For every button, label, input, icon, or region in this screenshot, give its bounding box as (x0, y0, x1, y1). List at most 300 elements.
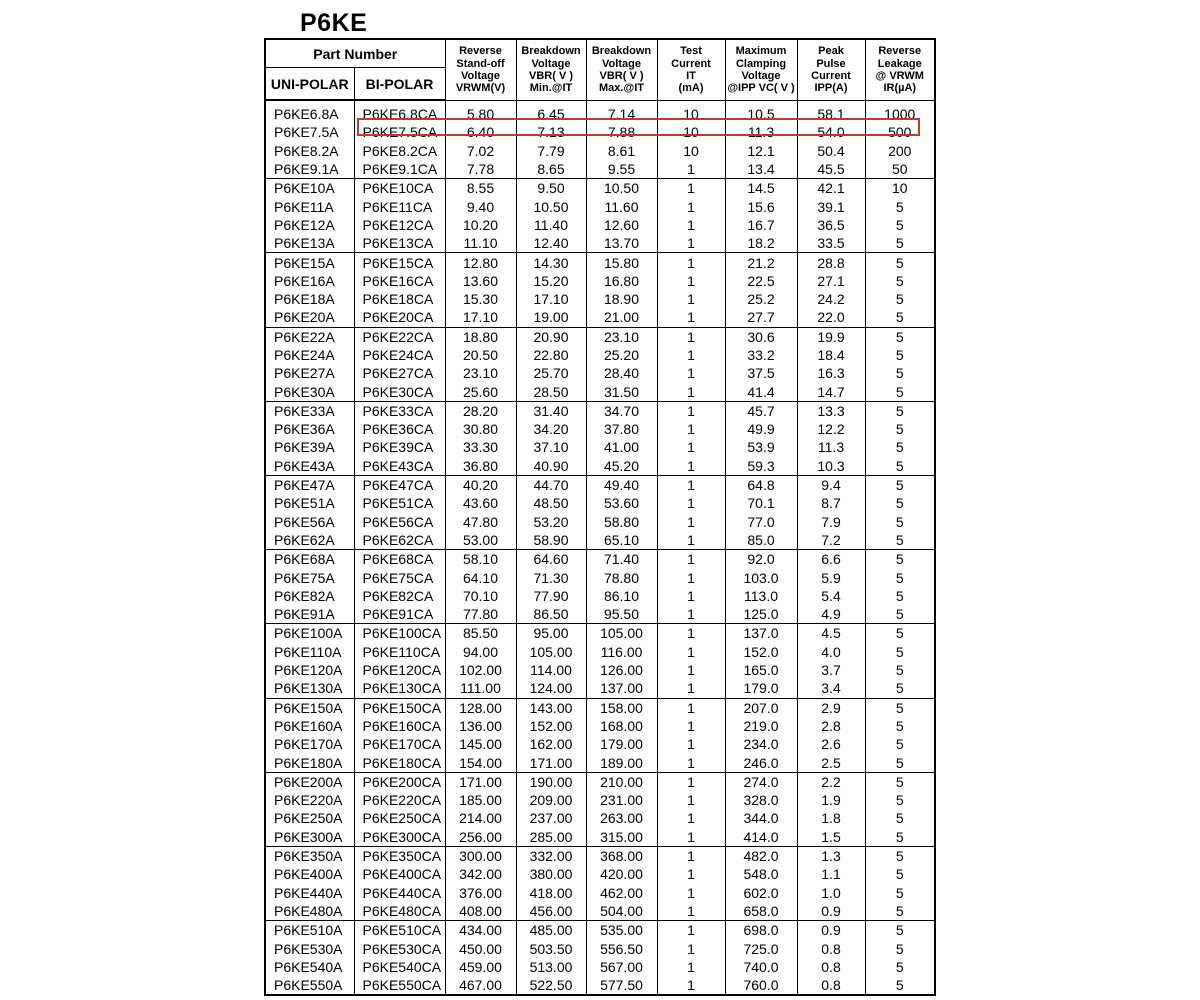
vrwm-cell: 94.00 (445, 643, 516, 661)
table-row (265, 679, 935, 698)
bi-polar-cell: P6KE20CA (354, 308, 445, 327)
vbr-max-cell: 49.40 (586, 475, 657, 494)
vbr-min-cell: 237.00 (516, 809, 586, 827)
table-row (265, 717, 935, 735)
table-row (265, 791, 935, 809)
table-header (265, 39, 935, 100)
test-current-cell: 1 (657, 382, 725, 401)
vbr-min-cell: 105.00 (516, 643, 586, 661)
vbr-max-cell: 137.00 (586, 679, 657, 698)
clamping-voltage-cell: 207.0 (725, 698, 797, 717)
vrwm-header: Reverse Stand-off Voltage VRWM(V) (445, 39, 516, 100)
table-row (265, 772, 935, 791)
test-current-cell: 1 (657, 939, 725, 957)
test-current-cell: 10 (657, 123, 725, 141)
vrwm-cell: 11.10 (445, 234, 516, 253)
vbr-max-cell: 504.00 (586, 902, 657, 921)
reverse-leakage-cell: 5 (865, 846, 935, 865)
vbr-min-cell: 503.50 (516, 939, 586, 957)
clamping-voltage-cell: 698.0 (725, 921, 797, 940)
test-current-cell: 1 (657, 735, 725, 753)
bi-polar-cell: P6KE56CA (354, 513, 445, 531)
test-current-cell: 1 (657, 753, 725, 772)
reverse-leakage-cell: 10 (865, 179, 935, 198)
bi-polar-cell: P6KE130CA (354, 679, 445, 698)
vbr-min-cell: 8.65 (516, 160, 586, 179)
test-current-cell: 1 (657, 921, 725, 940)
vrwm-cell: 185.00 (445, 791, 516, 809)
reverse-leakage-cell: 5 (865, 438, 935, 456)
test-current-cell: 1 (657, 698, 725, 717)
test-current-cell: 1 (657, 179, 725, 198)
uni-polar-cell: P6KE62A (265, 531, 354, 550)
peak-pulse-current-cell: 2.2 (797, 772, 865, 791)
reverse-leakage-cell: 5 (865, 661, 935, 679)
vbr-max-cell: 420.00 (586, 865, 657, 883)
table-row (265, 438, 935, 456)
peak-pulse-current-cell: 1.1 (797, 865, 865, 883)
clamping-voltage-cell: 113.0 (725, 587, 797, 605)
vrwm-cell: 111.00 (445, 679, 516, 698)
bi-polar-cell: P6KE550CA (354, 976, 445, 995)
uni-polar-cell: P6KE13A (265, 234, 354, 253)
bi-polar-cell: P6KE160CA (354, 717, 445, 735)
peak-pulse-current-cell: 1.3 (797, 846, 865, 865)
test-current-cell: 1 (657, 401, 725, 420)
reverse-leakage-cell: 5 (865, 550, 935, 569)
vrwm-cell: 25.60 (445, 382, 516, 401)
clamping-voltage-cell: 740.0 (725, 958, 797, 976)
vbr-max-cell: 95.50 (586, 605, 657, 624)
vrwm-cell: 77.80 (445, 605, 516, 624)
reverse-leakage-cell: 50 (865, 160, 935, 179)
test-current-cell: 1 (657, 327, 725, 346)
test-current-cell: 1 (657, 828, 725, 847)
uni-polar-cell: P6KE130A (265, 679, 354, 698)
peak-pulse-current-header: Peak Pulse Current IPP(A) (797, 39, 865, 100)
vrwm-cell: 47.80 (445, 513, 516, 531)
uni-polar-cell: P6KE110A (265, 643, 354, 661)
vbr-max-cell: 13.70 (586, 234, 657, 253)
clamping-voltage-cell: 328.0 (725, 791, 797, 809)
vbr-min-cell: 44.70 (516, 475, 586, 494)
vbr-min-cell: 37.10 (516, 438, 586, 456)
clamping-voltage-cell: 53.9 (725, 438, 797, 456)
vbr-max-cell: 567.00 (586, 958, 657, 976)
vbr-min-cell: 12.40 (516, 234, 586, 253)
vbr-min-cell: 209.00 (516, 791, 586, 809)
table-row (265, 976, 935, 995)
uni-polar-cell: P6KE150A (265, 698, 354, 717)
test-current-cell: 1 (657, 717, 725, 735)
table-row (265, 846, 935, 865)
uni-polar-cell: P6KE27A (265, 364, 354, 382)
uni-polar-cell: P6KE6.8A (265, 100, 354, 123)
peak-pulse-current-cell: 2.8 (797, 717, 865, 735)
clamping-voltage-cell: 18.2 (725, 234, 797, 253)
vbr-min-cell: 20.90 (516, 327, 586, 346)
vbr-min-cell: 34.20 (516, 420, 586, 438)
peak-pulse-current-cell: 2.9 (797, 698, 865, 717)
vrwm-cell: 434.00 (445, 921, 516, 940)
bi-polar-cell: P6KE510CA (354, 921, 445, 940)
test-current-cell: 1 (657, 624, 725, 643)
test-current-cell: 1 (657, 420, 725, 438)
uni-polar-cell: P6KE43A (265, 457, 354, 476)
peak-pulse-current-cell: 45.5 (797, 160, 865, 179)
bi-polar-cell: P6KE47CA (354, 475, 445, 494)
clamping-voltage-cell: 11.3 (725, 123, 797, 141)
part-number-header: Part Number (265, 39, 445, 68)
reverse-leakage-cell: 5 (865, 346, 935, 364)
vbr-min-cell: 77.90 (516, 587, 586, 605)
test-current-cell: 1 (657, 605, 725, 624)
reverse-leakage-cell: 1000 (865, 100, 935, 123)
clamping-voltage-cell: 602.0 (725, 883, 797, 901)
uni-polar-cell: P6KE39A (265, 438, 354, 456)
vbr-max-cell: 105.00 (586, 624, 657, 643)
clamping-voltage-cell: 16.7 (725, 216, 797, 234)
vbr-max-cell: 210.00 (586, 772, 657, 791)
bi-polar-cell: P6KE200CA (354, 772, 445, 791)
peak-pulse-current-cell: 0.9 (797, 921, 865, 940)
uni-polar-cell: P6KE8.2A (265, 142, 354, 160)
table-row (265, 939, 935, 957)
vbr-min-cell: 152.00 (516, 717, 586, 735)
table-row (265, 142, 935, 160)
vbr-min-cell: 25.70 (516, 364, 586, 382)
bi-polar-cell: P6KE480CA (354, 902, 445, 921)
test-current-cell: 1 (657, 791, 725, 809)
vbr-min-cell: 114.00 (516, 661, 586, 679)
clamping-voltage-cell: 219.0 (725, 717, 797, 735)
vbr-max-cell: 71.40 (586, 550, 657, 569)
vbr-max-cell: 126.00 (586, 661, 657, 679)
reverse-leakage-cell: 5 (865, 253, 935, 272)
peak-pulse-current-cell: 0.8 (797, 976, 865, 995)
peak-pulse-current-cell: 1.9 (797, 791, 865, 809)
peak-pulse-current-cell: 58.1 (797, 100, 865, 123)
bi-polar-cell: P6KE100CA (354, 624, 445, 643)
table-row-highlighted (265, 123, 935, 141)
uni-polar-cell: P6KE16A (265, 272, 354, 290)
vbr-min-cell: 380.00 (516, 865, 586, 883)
test-current-cell: 1 (657, 475, 725, 494)
table-row (265, 234, 935, 253)
vbr-max-cell: 12.60 (586, 216, 657, 234)
vrwm-cell: 12.80 (445, 253, 516, 272)
clamping-voltage-cell: 77.0 (725, 513, 797, 531)
peak-pulse-current-cell: 19.9 (797, 327, 865, 346)
bi-polar-cell: P6KE12CA (354, 216, 445, 234)
vbr-min-cell: 53.20 (516, 513, 586, 531)
test-current-cell: 1 (657, 865, 725, 883)
test-current-cell: 1 (657, 513, 725, 531)
clamping-voltage-cell: 658.0 (725, 902, 797, 921)
reverse-leakage-cell: 5 (865, 921, 935, 940)
vrwm-cell: 6.40 (445, 123, 516, 141)
uni-polar-cell: P6KE10A (265, 179, 354, 198)
reverse-leakage-cell: 5 (865, 290, 935, 308)
reverse-leakage-cell: 5 (865, 216, 935, 234)
vbr-max-cell: 31.50 (586, 382, 657, 401)
uni-polar-cell: P6KE22A (265, 327, 354, 346)
table-row (265, 346, 935, 364)
bi-polar-cell: P6KE68CA (354, 550, 445, 569)
vrwm-cell: 145.00 (445, 735, 516, 753)
vbr-min-cell: 124.00 (516, 679, 586, 698)
vrwm-cell: 43.60 (445, 494, 516, 512)
vbr-max-cell: 86.10 (586, 587, 657, 605)
peak-pulse-current-cell: 24.2 (797, 290, 865, 308)
bi-polar-cell: P6KE30CA (354, 382, 445, 401)
uni-polar-cell: P6KE18A (265, 290, 354, 308)
uni-polar-header: UNI-POLAR (265, 68, 354, 101)
vbr-max-cell: 179.00 (586, 735, 657, 753)
vrwm-cell: 342.00 (445, 865, 516, 883)
vbr-min-cell: 162.00 (516, 735, 586, 753)
bi-polar-cell: P6KE400CA (354, 865, 445, 883)
vbr-max-cell: 535.00 (586, 921, 657, 940)
vrwm-cell: 467.00 (445, 976, 516, 995)
reverse-leakage-cell: 5 (865, 717, 935, 735)
reverse-leakage-cell: 5 (865, 234, 935, 253)
bi-polar-cell: P6KE51CA (354, 494, 445, 512)
bi-polar-cell: P6KE75CA (354, 568, 445, 586)
test-current-cell: 1 (657, 883, 725, 901)
clamping-voltage-cell: 234.0 (725, 735, 797, 753)
clamping-voltage-cell: 45.7 (725, 401, 797, 420)
vbr-min-cell: 456.00 (516, 902, 586, 921)
reverse-leakage-cell: 5 (865, 753, 935, 772)
bi-polar-cell: P6KE16CA (354, 272, 445, 290)
peak-pulse-current-cell: 0.8 (797, 958, 865, 976)
reverse-leakage-cell: 5 (865, 791, 935, 809)
clamping-voltage-cell: 15.6 (725, 197, 797, 215)
vbr-min-cell: 332.00 (516, 846, 586, 865)
vrwm-cell: 36.80 (445, 457, 516, 476)
peak-pulse-current-cell: 7.2 (797, 531, 865, 550)
vrwm-cell: 154.00 (445, 753, 516, 772)
vbr-max-cell: 34.70 (586, 401, 657, 420)
peak-pulse-current-cell: 0.8 (797, 939, 865, 957)
reverse-leakage-cell: 5 (865, 197, 935, 215)
vbr-max-cell: 21.00 (586, 308, 657, 327)
vbr-min-cell: 28.50 (516, 382, 586, 401)
vbr-min-cell: 71.30 (516, 568, 586, 586)
clamping-voltage-cell: 246.0 (725, 753, 797, 772)
table-row (265, 883, 935, 901)
uni-polar-cell: P6KE47A (265, 475, 354, 494)
test-current-cell: 1 (657, 272, 725, 290)
vbr-min-cell: 485.00 (516, 921, 586, 940)
vrwm-cell: 53.00 (445, 531, 516, 550)
reverse-leakage-cell: 5 (865, 457, 935, 476)
bi-polar-cell: P6KE9.1CA (354, 160, 445, 179)
vbr-max-cell: 116.00 (586, 643, 657, 661)
peak-pulse-current-cell: 28.8 (797, 253, 865, 272)
clamping-voltage-cell: 482.0 (725, 846, 797, 865)
bi-polar-cell: P6KE110CA (354, 643, 445, 661)
uni-polar-cell: P6KE400A (265, 865, 354, 883)
reverse-leakage-cell: 5 (865, 976, 935, 995)
reverse-leakage-cell: 200 (865, 142, 935, 160)
test-current-cell: 1 (657, 679, 725, 698)
reverse-leakage-cell: 5 (865, 587, 935, 605)
clamping-voltage-cell: 41.4 (725, 382, 797, 401)
peak-pulse-current-cell: 0.9 (797, 902, 865, 921)
table-row (265, 475, 935, 494)
clamping-voltage-cell: 70.1 (725, 494, 797, 512)
test-current-cell: 1 (657, 253, 725, 272)
uni-polar-cell: P6KE300A (265, 828, 354, 847)
vbr-max-cell: 263.00 (586, 809, 657, 827)
reverse-leakage-header: Reverse Leakage @ VRWM IR(µA) (865, 39, 935, 100)
uni-polar-cell: P6KE75A (265, 568, 354, 586)
vbr-max-cell: 231.00 (586, 791, 657, 809)
table-row (265, 809, 935, 827)
vbr-min-cell: 64.60 (516, 550, 586, 569)
vbr-min-cell: 17.10 (516, 290, 586, 308)
table-row (265, 253, 935, 272)
vrwm-cell: 171.00 (445, 772, 516, 791)
vbr-max-cell: 78.80 (586, 568, 657, 586)
vrwm-cell: 408.00 (445, 902, 516, 921)
bi-polar-cell: P6KE7.5CA (354, 123, 445, 141)
uni-polar-cell: P6KE200A (265, 772, 354, 791)
clamping-voltage-cell: 14.5 (725, 179, 797, 198)
test-current-cell: 1 (657, 457, 725, 476)
bi-polar-cell: P6KE18CA (354, 290, 445, 308)
test-current-cell: 1 (657, 308, 725, 327)
test-current-cell: 1 (657, 902, 725, 921)
table-row (265, 958, 935, 976)
reverse-leakage-cell: 5 (865, 958, 935, 976)
vbr-max-cell: 11.60 (586, 197, 657, 215)
clamping-voltage-cell: 103.0 (725, 568, 797, 586)
uni-polar-cell: P6KE120A (265, 661, 354, 679)
clamping-voltage-cell: 548.0 (725, 865, 797, 883)
vbr-max-cell: 18.90 (586, 290, 657, 308)
bi-polar-cell: P6KE43CA (354, 457, 445, 476)
reverse-leakage-cell: 5 (865, 401, 935, 420)
table-row (265, 401, 935, 420)
reverse-leakage-cell: 5 (865, 382, 935, 401)
uni-polar-cell: P6KE30A (265, 382, 354, 401)
reverse-leakage-cell: 5 (865, 902, 935, 921)
bi-polar-cell: P6KE440CA (354, 883, 445, 901)
clamping-voltage-cell: 92.0 (725, 550, 797, 569)
test-current-cell: 1 (657, 197, 725, 215)
peak-pulse-current-cell: 18.4 (797, 346, 865, 364)
clamping-voltage-cell: 125.0 (725, 605, 797, 624)
reverse-leakage-cell: 5 (865, 475, 935, 494)
vrwm-cell: 7.02 (445, 142, 516, 160)
bi-polar-cell: P6KE33CA (354, 401, 445, 420)
reverse-leakage-cell: 5 (865, 308, 935, 327)
test-current-cell: 1 (657, 846, 725, 865)
table-row (265, 828, 935, 847)
vrwm-cell: 15.30 (445, 290, 516, 308)
clamping-voltage-cell: 274.0 (725, 772, 797, 791)
uni-polar-cell: P6KE180A (265, 753, 354, 772)
vrwm-cell: 8.55 (445, 179, 516, 198)
test-current-cell: 10 (657, 142, 725, 160)
table-row (265, 902, 935, 921)
peak-pulse-current-cell: 27.1 (797, 272, 865, 290)
vrwm-cell: 9.40 (445, 197, 516, 215)
vrwm-cell: 459.00 (445, 958, 516, 976)
vbr-max-cell: 7.14 (586, 100, 657, 123)
uni-polar-cell: P6KE7.5A (265, 123, 354, 141)
table-row (265, 457, 935, 476)
table-row (265, 643, 935, 661)
bi-polar-cell: P6KE300CA (354, 828, 445, 847)
peak-pulse-current-cell: 3.4 (797, 679, 865, 698)
table-row (265, 698, 935, 717)
uni-polar-cell: P6KE15A (265, 253, 354, 272)
table-row (265, 420, 935, 438)
table-row (265, 272, 935, 290)
document-title: P6KE (300, 9, 368, 37)
clamping-voltage-cell: 85.0 (725, 531, 797, 550)
vbr-max-cell: 25.20 (586, 346, 657, 364)
table-row (265, 753, 935, 772)
peak-pulse-current-cell: 10.3 (797, 457, 865, 476)
peak-pulse-current-cell: 36.5 (797, 216, 865, 234)
bi-polar-cell: P6KE62CA (354, 531, 445, 550)
clamping-voltage-cell: 27.7 (725, 308, 797, 327)
bi-polar-cell: P6KE91CA (354, 605, 445, 624)
peak-pulse-current-cell: 54.0 (797, 123, 865, 141)
test-current-cell: 1 (657, 494, 725, 512)
bi-polar-cell: P6KE350CA (354, 846, 445, 865)
vrwm-cell: 376.00 (445, 883, 516, 901)
table-row (265, 921, 935, 940)
peak-pulse-current-cell: 6.6 (797, 550, 865, 569)
table-row (265, 587, 935, 605)
vbr-min-cell: 9.50 (516, 179, 586, 198)
peak-pulse-current-cell: 42.1 (797, 179, 865, 198)
uni-polar-cell: P6KE550A (265, 976, 354, 995)
peak-pulse-current-cell: 1.5 (797, 828, 865, 847)
vbr-max-cell: 23.10 (586, 327, 657, 346)
bi-polar-cell: P6KE15CA (354, 253, 445, 272)
table-row (265, 735, 935, 753)
peak-pulse-current-cell: 3.7 (797, 661, 865, 679)
clamping-voltage-cell: 760.0 (725, 976, 797, 995)
uni-polar-cell: P6KE24A (265, 346, 354, 364)
table-row (265, 624, 935, 643)
vbr-max-cell: 15.80 (586, 253, 657, 272)
test-current-cell: 1 (657, 531, 725, 550)
clamping-voltage-cell: 13.4 (725, 160, 797, 179)
test-current-cell: 1 (657, 587, 725, 605)
uni-polar-cell: P6KE440A (265, 883, 354, 901)
table-row (265, 100, 935, 123)
vbr-min-cell: 40.90 (516, 457, 586, 476)
test-current-cell: 1 (657, 290, 725, 308)
reverse-leakage-cell: 5 (865, 698, 935, 717)
table-row (265, 661, 935, 679)
test-current-cell: 1 (657, 958, 725, 976)
table-row (265, 197, 935, 215)
reverse-leakage-cell: 5 (865, 735, 935, 753)
vrwm-cell: 214.00 (445, 809, 516, 827)
table-row (265, 364, 935, 382)
bi-polar-cell: P6KE27CA (354, 364, 445, 382)
table-row (265, 308, 935, 327)
